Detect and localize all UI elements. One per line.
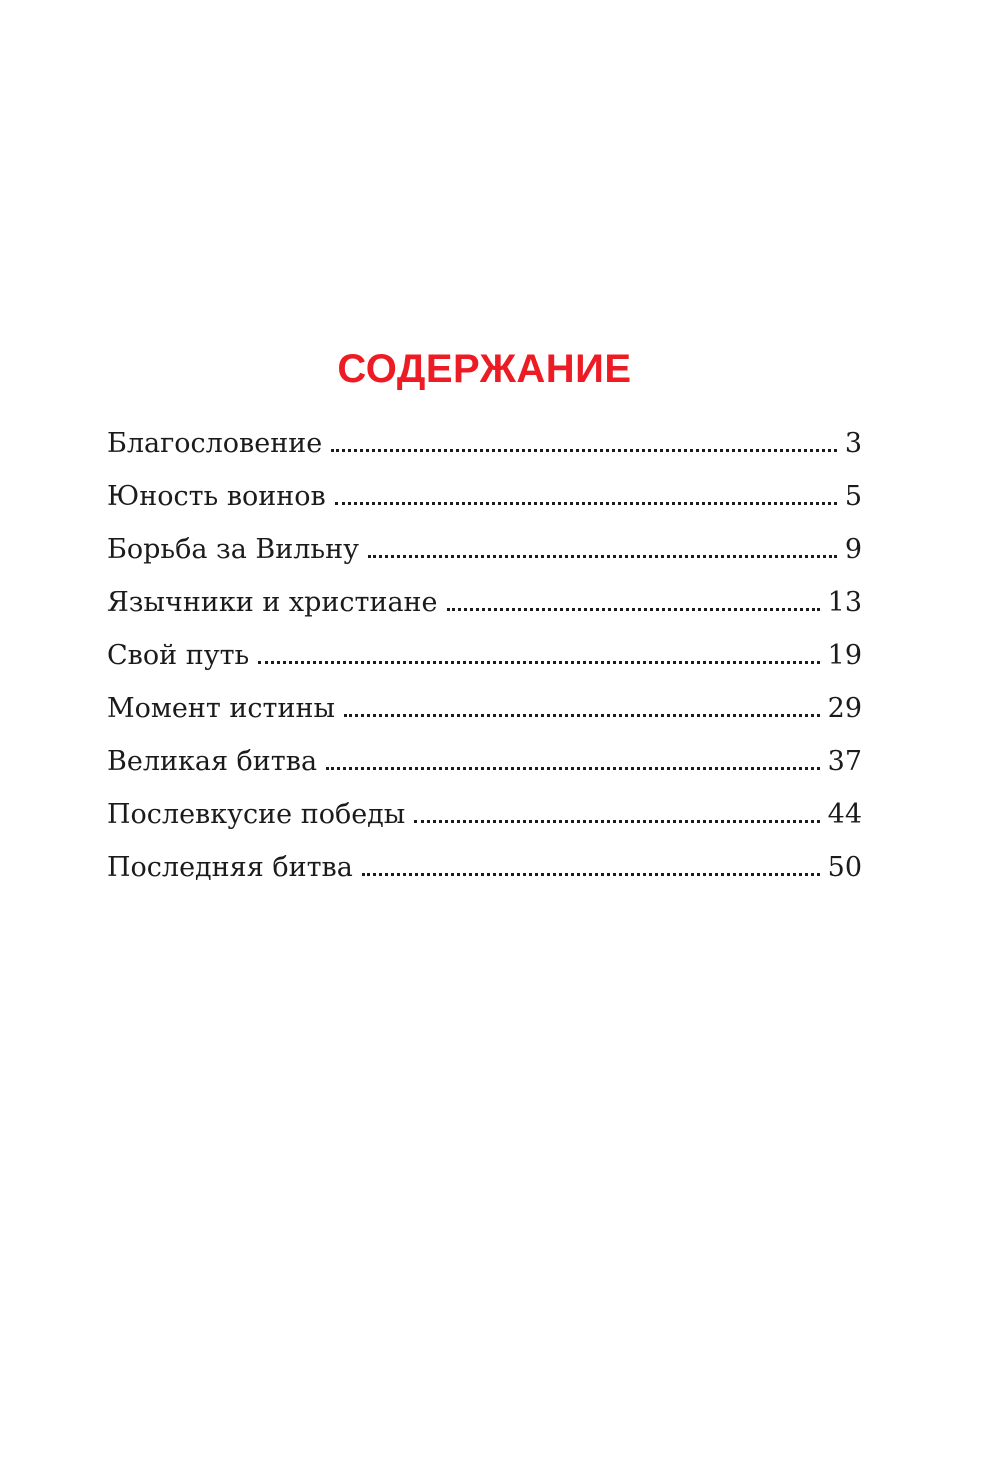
toc-entry-row bbox=[107, 841, 862, 894]
dot-leader bbox=[335, 488, 837, 505]
toc-entry-row bbox=[107, 629, 862, 682]
dot-leader bbox=[447, 594, 820, 611]
toc-entry-label: Послевкусие победы bbox=[107, 799, 406, 830]
toc-entry-row bbox=[107, 417, 862, 470]
dot-leader bbox=[331, 435, 837, 452]
toc-entry-page-number: 50 bbox=[827, 852, 862, 883]
toc-entry-label: Свой путь bbox=[107, 640, 250, 671]
toc-entry-label: Язычники и христиане bbox=[107, 587, 438, 618]
toc-entry-page-number: 19 bbox=[827, 640, 862, 671]
dot-leader bbox=[368, 541, 837, 558]
dot-leader bbox=[414, 806, 819, 823]
toc-entry-label: Последняя битва bbox=[107, 852, 353, 883]
toc-entry-page-number: 29 bbox=[827, 693, 862, 724]
toc-entry-row bbox=[107, 470, 862, 523]
dot-leader bbox=[258, 647, 819, 664]
toc-entry-page-number: 13 bbox=[827, 587, 862, 618]
toc-entry-label: Юность воинов bbox=[107, 481, 326, 512]
dot-leader bbox=[362, 859, 820, 876]
toc-entry-page-number: 3 bbox=[844, 428, 862, 459]
contents-title: СОДЕРЖАНИЕ bbox=[337, 347, 632, 391]
toc-entry-row bbox=[107, 523, 862, 576]
dot-leader bbox=[344, 700, 820, 717]
toc-entry-row bbox=[107, 576, 862, 629]
toc-entry-row bbox=[107, 788, 862, 841]
toc-entry-page-number: 9 bbox=[844, 534, 862, 565]
toc-entry-label: Великая битва bbox=[107, 746, 318, 777]
dot-leader bbox=[326, 753, 820, 770]
toc-entry-row bbox=[107, 682, 862, 735]
toc-entry-page-number: 37 bbox=[827, 746, 862, 777]
toc-entry-label: Благословение bbox=[107, 428, 323, 459]
toc-entry-page-number: 44 bbox=[827, 799, 862, 830]
toc-entry-row bbox=[107, 735, 862, 788]
toc-entry-page-number: 5 bbox=[844, 481, 862, 512]
toc-entry-label: Момент истины bbox=[107, 693, 335, 724]
toc-list bbox=[107, 417, 862, 894]
toc-entry-label: Борьба за Вильну bbox=[107, 534, 359, 565]
